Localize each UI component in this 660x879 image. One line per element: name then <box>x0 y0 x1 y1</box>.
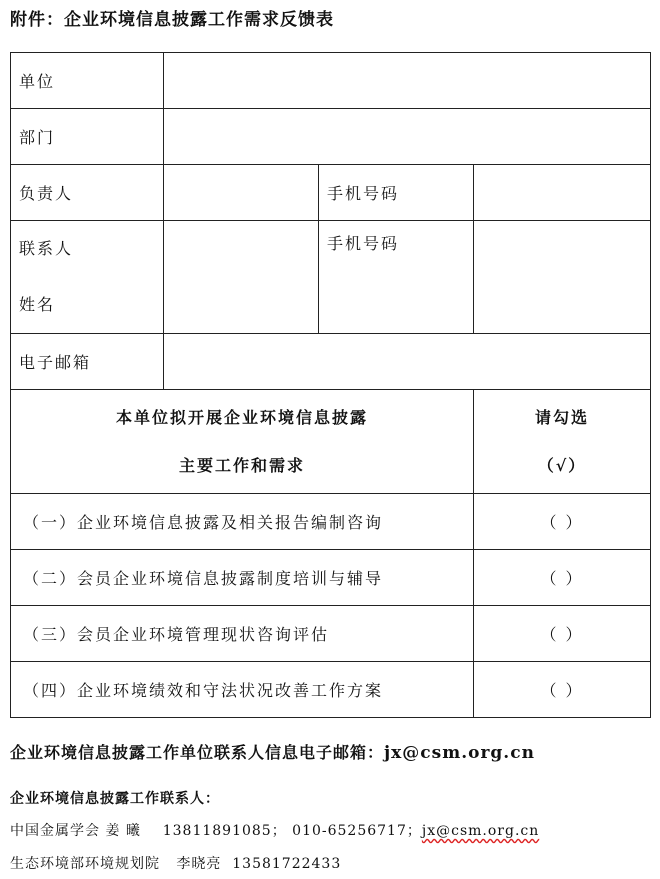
item-4-checkbox[interactable]: （ ） <box>474 662 651 718</box>
email-prefix: 企业环境信息披露工作单位联系人信息电子邮箱： <box>10 743 385 762</box>
contact-2-mobile: 13581722433 <box>232 856 342 872</box>
contact-2 <box>10 853 341 873</box>
dept-field[interactable] <box>164 109 651 165</box>
contact-field[interactable] <box>164 221 319 334</box>
item-3-label: （三）会员企业环境管理现状咨询评估 <box>11 606 474 662</box>
requirements-header <box>11 390 474 494</box>
head-field[interactable] <box>164 165 319 221</box>
check-header-line1: 请勾选 <box>535 407 590 427</box>
check-header-line2: （√） <box>537 455 587 475</box>
head-mobile-field[interactable] <box>474 165 651 221</box>
contact-mobile-field[interactable] <box>474 221 651 334</box>
check-header <box>474 390 651 494</box>
contact-2-org: 生态环境部环境规划院 <box>10 856 160 872</box>
item-1-checkbox[interactable]: （ ） <box>474 494 651 550</box>
email-address-link[interactable]: jx@csm.org.cn <box>384 743 535 763</box>
contact-1 <box>10 820 539 840</box>
contact-1-org: 中国金属学会 <box>10 823 100 839</box>
contact-2-name: 李晓亮 <box>176 856 222 872</box>
item-3-checkbox[interactable]: （ ） <box>474 606 651 662</box>
contact-label-line1: 联系人 <box>19 239 74 258</box>
head-mobile-label: 手机号码 <box>319 165 474 221</box>
contact-1-phone: 010-65256717； <box>292 823 422 839</box>
contact-label <box>11 221 164 334</box>
email-field[interactable] <box>164 334 651 390</box>
contact-1-email-link[interactable]: jx@csm.org.cn <box>421 823 540 839</box>
contact-label-line2: 姓名 <box>19 295 56 314</box>
contact-1-name: 姜 曦 <box>105 823 141 839</box>
item-1-label: （一）企业环境信息披露及相关报告编制咨询 <box>11 494 474 550</box>
contact-mobile-label: 手机号码 <box>319 221 474 334</box>
feedback-form-table <box>10 52 651 718</box>
item-2-checkbox[interactable]: （ ） <box>474 550 651 606</box>
item-2-label: （二）会员企业环境信息披露制度培训与辅导 <box>11 550 474 606</box>
page-title: 附件：企业环境信息披露工作需求反馈表 <box>10 10 334 30</box>
dept-label: 部门 <box>11 109 164 165</box>
item-4-label: （四）企业环境绩效和守法状况改善工作方案 <box>11 662 474 718</box>
contact-email-line <box>10 740 535 763</box>
email-label: 电子邮箱 <box>11 334 164 390</box>
unit-field[interactable] <box>164 53 651 109</box>
unit-label: 单位 <box>11 53 164 109</box>
requirements-header-line1: 本单位拟开展企业环境信息披露 <box>115 407 368 427</box>
contact-1-mobile: 13811891085； <box>162 823 287 839</box>
head-label: 负责人 <box>11 165 164 221</box>
requirements-header-line2: 主要工作和需求 <box>178 455 305 475</box>
contacts-title: 企业环境信息披露工作联系人： <box>10 791 220 807</box>
